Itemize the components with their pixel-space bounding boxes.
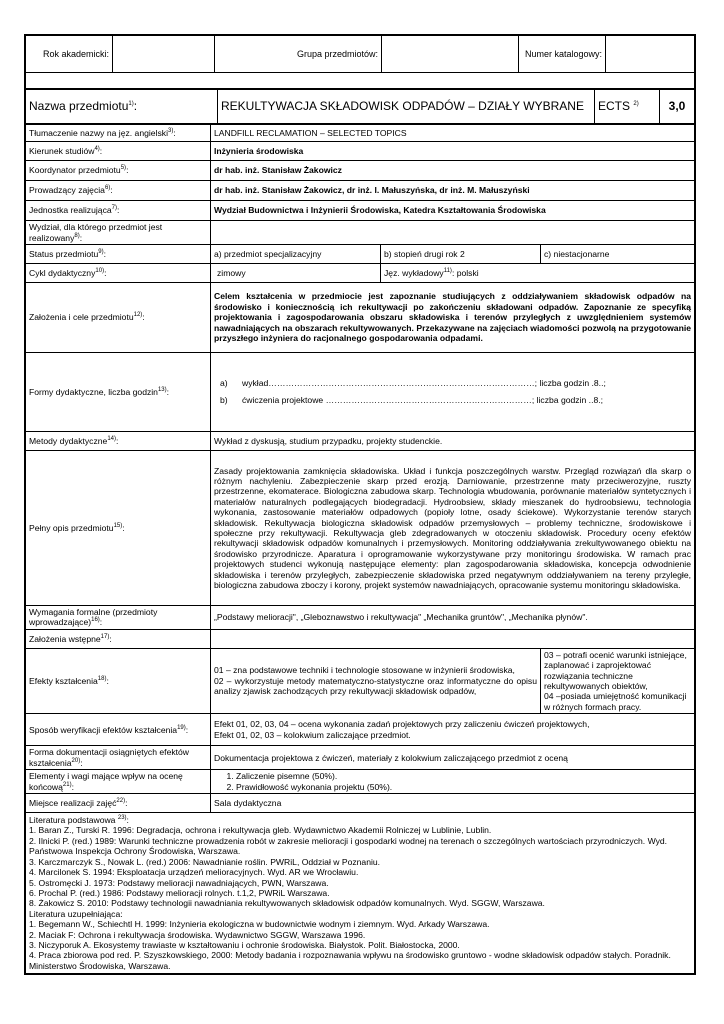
efekty-label-cell: Efekty kształcenia$^{18)}$: xyxy=(26,648,211,713)
cykl-value: zimowy xyxy=(211,264,381,283)
koordynator-label-cell: Koordynator przedmiotu$^{5)}$: xyxy=(26,161,211,181)
literatura-heading-line: Literatura podstawowa $^{23)}$: xyxy=(29,815,129,826)
literatura-cell xyxy=(26,813,695,974)
zalozenia-label: Założenia i cele przedmiotu xyxy=(29,312,134,323)
zalozenia-label-cell: Założenia i cele przedmiotu$^{12)}$: xyxy=(26,283,211,353)
formy-value xyxy=(211,353,695,432)
nazwa-sup: 1) xyxy=(128,101,134,107)
weryfikacja-value xyxy=(211,714,695,746)
formy-a-marker: a) xyxy=(220,378,228,388)
status-sup: 9) xyxy=(98,248,104,255)
miejsce-sup: 22) xyxy=(116,798,126,804)
wydzial-value xyxy=(211,221,695,245)
efekty-right: 03 – potrafi ocenić warunki istniejące, zaplanować i zaprojektować rozwiązania techniczne rekultywowanych obiektów, 04 –posiada umiejętność komunikacji w różnych formach pracy. xyxy=(541,648,695,713)
prowadzacy-value: dr hab. inż. Stanisław Żakowicz, dr inż. I. Małuszyńska, dr inż. M. Małuszyński xyxy=(211,181,695,201)
ects-label-cell xyxy=(595,90,660,124)
ects-sup: 2) xyxy=(633,101,639,107)
weryfikacja-sup: 19) xyxy=(177,724,186,731)
nazwa-label-cell: Nazwa przedmiotu$^{1)}$: xyxy=(26,90,218,124)
metody-label-cell: Metody dydaktyczne$^{14)}$: xyxy=(26,432,211,451)
literatura-item: 3. Karczmarczyk S., Nowak L. (red.) 2006: Nawadnianie roślin. PWRiL, Oddział w Poznaniu. xyxy=(29,856,381,867)
wstepne-value xyxy=(211,629,695,648)
formy-a-text: wykład…………………………………………………………………………………; liczba godzin .8..; xyxy=(242,378,606,388)
prowadzacy-label: Prowadzący zajęcia xyxy=(29,185,105,196)
literatura-item: 2. Maciak F: Ochrona i rekultywacja środowiska. Wydawnictwo SGGW, Warszawa 1996. xyxy=(29,929,366,940)
syllabus-form xyxy=(24,34,696,975)
weryfikacja-label: Sposób weryfikacji efektów kształcenia xyxy=(29,724,178,735)
formy-item-a xyxy=(220,375,691,392)
prowadzacy-sup: 6) xyxy=(104,185,111,192)
jez-sup: 11) xyxy=(443,267,452,274)
miejsce-value: Sala dydaktyczna xyxy=(211,794,695,813)
literatura-item: 4. Marcilonek S. 1994: Eksploatacja urządzeń melioracyjnych. Wyd. AR we Wrocławiu. xyxy=(29,867,359,878)
miejsce-label: Miejsce realizacji zajęć xyxy=(29,797,117,808)
weryfikacja-label-cell: Sposób weryfikacji efektów kształcenia$^{19)}$: xyxy=(26,714,211,746)
dokumentacja-label-cell: Forma dokumentacji osiągniętych efektów kształcenia$^{20)}$: xyxy=(26,746,211,770)
dokumentacja-sup: 20) xyxy=(71,757,81,764)
wymagania-label-cell: Wymagania formalne (przedmioty wprowadzające)$^{16)}$: xyxy=(26,606,211,630)
koordynator-sup: 5) xyxy=(120,165,127,172)
metody-label: Metody dydaktyczne xyxy=(29,435,108,446)
wydzial-sup: 8) xyxy=(74,232,80,239)
elementy-sup: 21) xyxy=(62,781,72,788)
koordynator-label: Koordynator przedmiotu xyxy=(29,165,121,176)
kierunek-label-cell: Kierunek studiów$^{4)}$: xyxy=(26,142,211,161)
literatura-item: 2. Ilnicki P. (red.) 1989: Warunki techniczne prowadzenia robót w zakresie melioracji i gospodarki wodnej na terenach o szczególnych wartościach przyrodniczych. Wyd. Państwowa Inspekcja Ochrony Środowiska, Warszawa. xyxy=(29,835,668,857)
numer-value xyxy=(606,36,695,73)
literatura-item: 8. Żakowicz S. 2010: Podstawy technologii nawadniania rekultywowanych składowisk odpadów komunalnych. Wyd. SGGW, Warszawa. xyxy=(29,898,545,909)
opis-sup: 15) xyxy=(113,522,123,529)
tlumaczenie-label-cell: Tłumaczenie nazwy na jęz. angielski$^{3)}$: xyxy=(26,125,211,142)
literatura-item: 4. Praca zbiorowa pod red. P. Szyszkowskiego, 2000: Metody badania i rozpoznawania wpływu na środowisko gruntowo - wodne składowisk odpadów stałych. Poradnik. Ministerstwo Środowiska, Warszawa. xyxy=(29,950,671,971)
dokumentacja-value: Dokumentacja projektowa z ćwiczeń, materiały z kolokwium zaliczającego przedmiot z oceną xyxy=(211,746,695,770)
literatura-item: 5. Ostromęcki J. 1973: Podstawy melioracji nawadniających, PWN, Warszawa. xyxy=(29,877,329,888)
jednostka-sup: 7) xyxy=(111,205,117,212)
details-table xyxy=(25,124,695,974)
literatura-item: 1. Begemann W., Schiechtl H. 1999: Inżynieria ekologiczna w budownictwie wodnym i ziemnym. Wyd. Arkady Warszawa. xyxy=(29,919,490,930)
tlumaczenie-sup: 3) xyxy=(168,127,174,134)
opis-value: Zasady projektowania zamknięcia składowiska. Układ i funkcja poszczególnych warstw. Przegląd rozwiązań dla skarp o różnym nachyleniu. Zabezpieczenie skarp przed erozją. Darniowanie, przestrzenne maty przeciwerozyjne, ruszty przestrzenne, ekomaterace. Biologiczna zabudowa skarp. Technologia wbudowania, porównanie materiałów syntetycznych i materiałów naturalnych podlegających biodegradacji. Hydroobsiew, składy mieszanek do hydroobsiewu, technologia wykonania, zastosowanie materiałów odpadowych (popioły lotne, osady ściekowe). Wykorzystanie terenów starych składowisk. Rekultywacja biologiczna składowisk odpadów przemysłowych – problemy techniczne, środowiskowe i społeczne przy rekultywacji. Rekultywacja gleb zdegradowanych w otoczeniu składowisk. Procedury oceny efektów rekultywacji składowisk odpadów komunalnych i przemysłowych. Monitoring oddziaływania zrekultywowanego obiektu na środowisko przyrodnicze. Aparatura i oprogramowanie wykorzystywane przy monitoringu środowiska. W ramach prac projektowych studenci wykonują następujące elementy: plan zagospodarowania składowiska, koncepcja odwodnienie składowiska i terenów przyległych, zabezpieczenie składowiska przed negatywnym oddziaływaniem na tereny przyległe, biologiczna zabudowa zboczy i korony, projekt systemów nawadniających, opracowanie systemu monitoringu składowiska. xyxy=(211,451,695,606)
wymagania-value: „Podstawy melioracji", „Gleboznawstwo i rekultywacja" „Mechanika gruntów", „Mechanika płynów". xyxy=(211,606,695,630)
rok-value xyxy=(113,36,215,73)
jez-label: Jęz. wykładowy xyxy=(384,267,444,278)
formy-sup: 13) xyxy=(157,386,167,393)
elementy-label-cell: Elementy i wagi mające wpływ na ocenę końcową$^{21)}$: xyxy=(26,770,211,794)
literatura-item: 3. Niczyporuk A. Ekosystemy trawiaste w kształtowaniu i ochronie środowiska. Białystok. Polit. Białostocka, 2000. xyxy=(29,939,460,950)
elementy-item: 1. Zaliczenie pisemne (50%). xyxy=(236,771,691,781)
formy-b-text: ćwiczenia projektowe ………………………………………………………………; liczba godzin ..8.; xyxy=(242,395,604,405)
wymagania-label: Wymagania formalne (przedmioty wprowadzające) xyxy=(29,607,158,628)
efekty-sup: 18) xyxy=(97,675,107,682)
kierunek-label: Kierunek studiów xyxy=(29,145,95,156)
efekty-label: Efekty kształcenia xyxy=(29,675,98,686)
literatura-heading: Literatura podstawowa xyxy=(29,815,116,826)
kierunek-sup: 4) xyxy=(94,145,100,152)
efekty-left: 01 – zna podstawowe techniki i technologie stosowane w inżynierii środowiska, 02 – wykorzystuje metody matematyczno-statystyczne oraz informatyczne do opisu analizy zjawisk zachodzących przy rekultywacji składowisk odpadów, xyxy=(211,648,541,713)
dokumentacja-label: Forma dokumentacji osiągniętych efektów kształcenia xyxy=(29,747,190,768)
jez-value: : polski xyxy=(451,267,479,278)
header-table xyxy=(25,35,695,89)
cykl-label-cell: Cykl dydaktyczny$^{10)}$: xyxy=(26,264,211,283)
wstepne-label-cell: Założenia wstępne$^{17)}$: xyxy=(26,629,211,648)
jez-cell xyxy=(381,264,695,283)
spacer-row xyxy=(26,73,695,89)
opis-label: Pełny opis przedmiotu xyxy=(29,522,114,533)
grupa-label: Grupa przedmiotów: xyxy=(215,36,382,73)
opis-label-cell: Pełny opis przedmiotu$^{15)}$: xyxy=(26,451,211,606)
zalozenia-value: Celem kształcenia w przedmiocie jest zapoznanie studiujących z oddziaływaniem składowisk odpadów na środowisko i koniecznością ich rekultywacji po zakończeniu składowani odpadów. Zapoznanie ze specyfiką projektowania i zagospodarowania obszaru składowiska i terenów przyległych z uwzględnieniem systemów nawadniających na obszarach rekultywowanych. Przekazywane na zajęciach wiadomości pozwolą na przygotowanie przyszłego inżyniera do racjonalnego gospodarowania odpadami. xyxy=(211,283,695,353)
ects-value: 3,0 xyxy=(660,90,695,124)
tlumaczenie-label: Tłumaczenie nazwy na jęz. angielski xyxy=(29,127,168,138)
status-c: c) niestacjonarne xyxy=(541,245,695,264)
wstepne-sup: 17) xyxy=(100,633,110,640)
jednostka-label: Jednostka realizująca xyxy=(29,205,112,216)
nazwa-table xyxy=(25,89,695,124)
rok-label: Rok akademicki: xyxy=(26,36,113,73)
metody-value: Wykład z dyskusją, studium przypadku, projekty studenckie. xyxy=(211,432,695,451)
nazwa-value: REKULTYWACJA SKŁADOWISK ODPADÓW – DZIAŁY WYBRANE xyxy=(218,90,595,124)
weryfikacja-line1: Efekt 01, 02, 03, 04 – ocena wykonania zadań projektowych przy zaliczeniu ćwiczeń projektowych, xyxy=(214,719,590,730)
formy-b-marker: b) xyxy=(220,395,228,405)
formy-label-cell: Formy dydaktyczne, liczba godzin$^{13)}$: xyxy=(26,353,211,432)
zalozenia-sup: 12) xyxy=(133,312,143,319)
status-label-cell: Status przedmiotu$^{9)}$: xyxy=(26,245,211,264)
formy-item-b xyxy=(220,392,691,409)
metody-sup: 14) xyxy=(107,435,117,442)
jednostka-value: Wydział Budownictwa i Inżynierii Środowiska, Katedra Kształtowania Środowiska xyxy=(211,201,695,221)
koordynator-value: dr hab. inż. Stanisław Żakowicz xyxy=(211,161,695,181)
wstepne-label: Założenia wstępne xyxy=(29,633,101,644)
literatura-item: 1. Baran Z., Turski R. 1996: Degradacja, ochrona i rekultywacja gleb. Wydawnictwo Akademii Rolniczej w Lublinie, Lublin. xyxy=(29,825,492,836)
status-a: a) przedmiot specjalizacyjny xyxy=(211,245,381,264)
elementy-item: 2. Prawidłowość wykonania projektu (50%). xyxy=(236,782,691,792)
literatura-sup: 23) xyxy=(117,815,127,822)
literatura-item: 6. Prochal P. (red.) 1986: Podstawy melioracji rolnych. t.1,2, PWRiL Warszawa. xyxy=(29,887,330,898)
literatura-uzupelniajaca-heading: Literatura uzupełniająca: xyxy=(29,908,123,919)
tlumaczenie-value: LANDFILL RECLAMATION – SELECTED TOPICS xyxy=(211,125,695,142)
elementy-label: Elementy i wagi mające wpływ na ocenę końcową xyxy=(29,771,183,792)
wydzial-label: Wydział, dla którego przedmiot jest realizowany xyxy=(29,222,163,243)
weryfikacja-line2: Efekt 01, 02, 03 – kolokwium zaliczające przedmiot. xyxy=(214,729,411,740)
status-label: Status przedmiotu xyxy=(29,248,99,259)
cykl-sup: 10) xyxy=(95,267,105,274)
prowadzacy-label-cell: Prowadzący zajęcia$^{6)}$: xyxy=(26,181,211,201)
cykl-label: Cykl dydaktyczny xyxy=(29,267,96,278)
miejsce-label-cell: Miejsce realizacji zajęć$^{22)}$: xyxy=(26,794,211,813)
status-b: b) stopień drugi rok 2 xyxy=(381,245,541,264)
nazwa-label: Nazwa przedmiotu xyxy=(29,99,129,113)
jednostka-label-cell: Jednostka realizująca$^{7)}$: xyxy=(26,201,211,221)
elementy-value xyxy=(211,770,695,794)
wydzial-label-cell: Wydział, dla którego przedmiot jest realizowany$^{8)}$: xyxy=(26,221,211,245)
wymagania-sup: 16) xyxy=(91,617,100,624)
grupa-value xyxy=(382,36,519,73)
kierunek-value: Inżynieria środowiska xyxy=(211,142,695,161)
numer-label: Numer katalogowy: xyxy=(519,36,606,73)
ects-label: ECTS xyxy=(598,99,631,113)
formy-label: Formy dydaktyczne, liczba godzin xyxy=(29,386,158,397)
